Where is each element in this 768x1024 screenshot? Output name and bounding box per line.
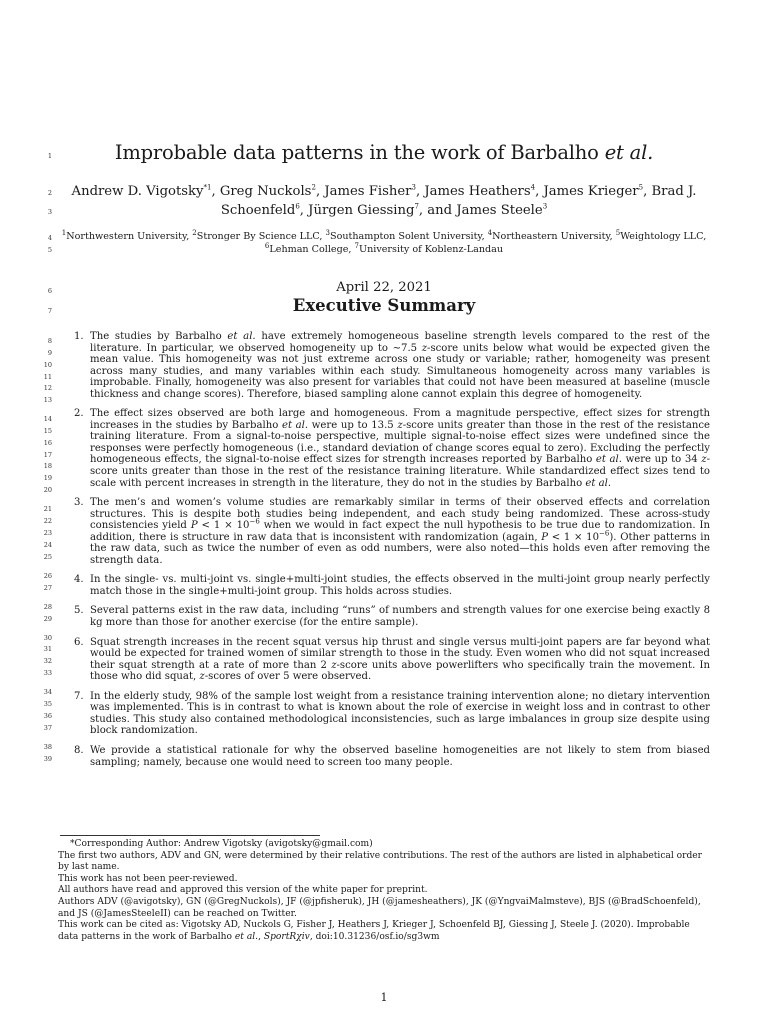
footnote-corresponding-author: *Corresponding Author: Andrew Vigotsky (avigotsky@gmail.com) (70, 839, 373, 849)
line-number: 10 (43, 361, 52, 369)
summary-item (74, 497, 711, 566)
line-number: 12 (43, 384, 52, 392)
summary-item-text: -scores of over 5 were observed. (204, 671, 372, 683)
summary-item (74, 574, 710, 597)
author-affiliation-mark: 2 (311, 183, 316, 192)
line-number: 22 (43, 517, 52, 525)
summary-item-text: when we would in fact expect the null hypothesis to be true due to randomization. In addition, there is structure in raw data that is inconsistent with randomization (again, (90, 520, 710, 543)
author-affiliation-mark: 4 (530, 183, 536, 192)
summary-item-text: -score units above powerlifters who specifically train the movement. In those who did squat, (90, 659, 710, 683)
summary-item-number: 2. (74, 408, 84, 420)
footnote-line: All authors have read and approved this version of the white paper for preprint. (58, 885, 428, 896)
affiliation-name: Stronger By Science LLC (196, 231, 320, 242)
affiliation-name: Northwestern University (66, 231, 187, 242)
author-conjunction: and (427, 203, 453, 218)
summary-item-text: z (199, 671, 205, 683)
summary-item-text: were up to 34 (622, 454, 702, 466)
summary-list (74, 331, 711, 776)
summary-item-text: were up to 13.5 (308, 419, 398, 431)
summary-item-number: 8. (74, 744, 84, 756)
summary-item-text: et al. (595, 454, 622, 466)
summary-item-number: 7. (74, 690, 84, 702)
summary-item-text: z (421, 342, 428, 354)
author-name: James Krieger (543, 184, 639, 199)
line-number: 33 (43, 669, 52, 677)
affiliation-mark: 2 (192, 228, 197, 237)
line-number: 13 (43, 396, 52, 404)
paper-title-etal: et al. (604, 141, 654, 164)
footnotes (58, 839, 712, 943)
line-number: 2 (47, 189, 52, 197)
line-number: 26 (43, 572, 52, 580)
affiliation-mark: 3 (325, 228, 330, 237)
line-number: 5 (47, 246, 52, 254)
author-name: Brad J. Schoenfeld (220, 184, 697, 218)
line-number: 25 (43, 553, 52, 561)
summary-item-text: −6 (599, 529, 610, 538)
summary-item-text: < 1 × 10 (197, 520, 250, 532)
summary-item-text: The studies by Barbalho (90, 331, 228, 342)
summary-item-text: et al. (227, 331, 256, 342)
affiliation-mark: 4 (487, 228, 493, 237)
author-affiliation-mark: 7 (414, 202, 419, 211)
summary-item-text: -score units greater than those in the rest of the resistance training literature. While standardized effect sizes tend to scale with percent increases in strength in the literature, they do not in the studies by Barbalho (90, 454, 710, 489)
line-number: 23 (43, 529, 52, 537)
author-affiliation-mark: 6 (295, 202, 300, 211)
paper-title (0, 141, 768, 164)
author-name: Greg Nuckols (219, 184, 312, 199)
author-affiliation-mark: 3 (542, 202, 548, 211)
citation-doi: , doi:10.31236/osf.io/sg3wm (309, 931, 440, 942)
summary-item (74, 408, 710, 489)
affiliation-name: Northeastern University (492, 231, 610, 242)
footnote-line: The first two authors, ADV and GN, were determined by their relative contributions. The rest of the authors are listed in alphabetical order by last name. (58, 850, 703, 873)
affiliation-name: University of Koblenz-Landau (359, 244, 504, 255)
affiliation-mark: 5 (615, 228, 621, 237)
paper-title-text: Improbable data patterns in the work of Barbalho (114, 141, 605, 164)
line-number: 39 (43, 755, 52, 763)
line-number: 35 (43, 700, 52, 708)
summary-item-text: P (190, 520, 198, 532)
affiliation-name: Weightology LLC (620, 231, 704, 242)
author-name: James Heathers (424, 184, 531, 199)
line-number: 37 (43, 724, 52, 732)
summary-item-text: z (701, 454, 707, 466)
summary-item-text: Squat strength increases in the recent squat versus hip thrust and single versus multi-joint papers are far beyond what would be expected for trained women of similar strength to those in the study. Even women who did not squat increased their squat strength at a rate of more than 2 (90, 636, 710, 671)
summary-item-text: -score units below what would be expected given the mean value. This homogeneity was not just extreme across one study or variable; rather, homogeneity was present across many studies, and many variables within each study. Simultaneous homogeneity across many variables is improbable. Finally, homogeneity was also present for variables that could not have been measured at baseline (muscle thickness and change scores). Therefore, biased sampling alone cannot explain this degree of homogeneity. (90, 342, 710, 400)
line-number: 7 (47, 307, 52, 315)
line-number: 18 (43, 462, 52, 470)
summary-item-text: -score units greater than those in the rest of the resistance training literature. From a signal-to-noise perspective, multiple signal-to-noise effect sizes were undefined since the responses were perfectly homogeneous (i.e., standard deviation of change scores equal to zero). Excluding the perfectly homogeneous effects, the signal-to-noise effect sizes for strength increases reported by Barbalho (90, 419, 710, 466)
line-number: 6 (47, 287, 52, 295)
affiliation-name: Lehman College (269, 244, 349, 255)
line-number: 19 (43, 474, 52, 482)
line-number: 34 (43, 688, 52, 696)
summary-item-text: et al. (585, 477, 612, 489)
line-number: 14 (43, 415, 52, 423)
summary-item (74, 605, 710, 629)
affiliation-mark: 7 (354, 241, 359, 250)
summary-item-text: The effect sizes observed are both large and homogeneous. From a magnitude perspective, effect sizes for strength increases in the studies by Barbalho (90, 408, 710, 431)
author-name: James Fisher (324, 184, 412, 199)
summary-item-text: −6 (249, 517, 260, 526)
line-number: 30 (43, 634, 52, 642)
affiliation-mark: 6 (264, 241, 270, 250)
summary-item-text: In the elderly study, 98% of the sample lost weight from a resistance training intervention alone; no dietary intervention was implemented. This is in contrast to what is known about the role of exercise in weight loss and in contrast to other studies. This study also contained methodological inconsistencies, such as large imbalances in group size despite using block randomization. (90, 690, 710, 737)
summary-item-number: 5. (74, 605, 84, 617)
line-number: 11 (43, 373, 52, 381)
line-number: 16 (43, 439, 52, 447)
line-number: 3 (47, 208, 52, 216)
summary-item-text: < 1 × 10 (548, 531, 600, 543)
author-affiliation-mark: 3 (411, 183, 416, 192)
affiliation-name: Southampton Solent University (330, 231, 482, 242)
summary-item (74, 690, 710, 737)
line-number: 21 (43, 505, 52, 513)
line-number: 31 (43, 645, 52, 653)
line-number: 15 (43, 427, 52, 435)
section-heading: Executive Summary (292, 296, 476, 315)
citation-journal: SportRχiv (263, 931, 310, 942)
affiliation-list: $^1$Northwestern University, $^2$Stronger By Science LLC, $^3$Southampton Solent University, $^4$Northeastern University, $^5$Weightology LLC, $^6$Lehman College, $^7$University of Koblenz-Landau (61, 228, 707, 255)
line-number: 9 (47, 349, 52, 357)
line-number: 1 (47, 152, 52, 160)
citation-text: This work can be cited as: Vigotsky AD, Nuckols G, Fisher J, Heathers J, Krieger J, Schoenfeld BJ, Giessing J, Steele J. (2020). Improbable data patterns in the work of Barbalho (58, 920, 690, 942)
summary-item-text: Several patterns exist in the raw data, including “runs” of numbers and strength values for one exercise being exactly 8 kg more than those for another exercise (for the entire sample). (90, 605, 710, 629)
summary-item-text: ). Other patterns in the raw data, such as twice the number of even as odd numbers, were also noted—this holds even after removing the strength data. (90, 531, 711, 566)
author-name: James Steele (456, 203, 543, 218)
line-number: 27 (43, 584, 52, 592)
summary-item-number: 1. (74, 331, 84, 342)
line-number: 38 (43, 743, 52, 751)
line-number: 36 (43, 712, 52, 720)
author-affiliation-mark: *1 (203, 183, 212, 192)
author-name: Jürgen Giessing (308, 203, 415, 218)
summary-item-text: z (397, 419, 403, 431)
summary-item-number: 4. (74, 574, 84, 586)
author-affiliation-mark: 5 (638, 183, 644, 192)
line-number: 29 (43, 615, 52, 623)
summary-item (74, 744, 710, 768)
line-number: 20 (43, 486, 52, 494)
summary-item-text: In the single- vs. multi-joint vs. single+multi-joint studies, the effects observed in the multi-joint group nearly perfectly match those in the single+multi-joint group. This holds across studies. (90, 574, 710, 597)
line-number: 32 (43, 657, 52, 665)
summary-item (74, 636, 710, 683)
citation-text: , (258, 931, 264, 942)
line-number: 17 (43, 451, 52, 459)
author-name: Andrew D. Vigotsky (71, 184, 204, 199)
summary-item-number: 6. (74, 636, 84, 648)
footnote-citation (58, 920, 712, 943)
footnote-line: This work has not been peer-reviewed. (58, 873, 238, 884)
footnote-rule (60, 835, 320, 836)
line-number: 4 (47, 234, 52, 242)
publication-date: April 22, 2021 (336, 280, 432, 295)
summary-item-text: We provide a statistical rationale for why the observed baseline homogeneities are not likely to stem from biased sampling; namely, because one would need to screen too many people. (90, 744, 710, 768)
summary-item (74, 331, 710, 400)
summary-item-number: 3. (74, 497, 84, 509)
summary-item-text: P (541, 531, 549, 543)
page-number: 1 (380, 991, 388, 1004)
summary-item-text: have extremely homogeneous baseline strength levels compared to the rest of the literature. In particular, we observed homogeneity up to ∼7.5 (90, 331, 710, 354)
summary-item-text: et al. (281, 419, 309, 431)
summary-item-text: The men’s and women’s volume studies are remarkably similar in terms of their observed effects and correlation structures. This is despite both studies being independent, and each study being randomized. These across-study consistencies yield (90, 497, 710, 532)
summary-item-text: z (331, 659, 337, 671)
citation-text: et al. (234, 931, 259, 942)
line-number: 24 (43, 541, 52, 549)
affiliation-mark: 1 (61, 228, 67, 237)
footnote-line: Authors ADV (@avigotsky), GN (@GregNuckols), JF (@jpfisheruk), JH (@jamesheathers), JK (@YngvaiMalmsteve), BJS (@BradSchoenfeld), and JS (@JamesSteeleII) can be reached on Twitter. (58, 896, 701, 919)
line-number: 8 (47, 337, 52, 345)
line-number: 28 (43, 603, 52, 611)
author-list: Andrew D. Vigotsky$^{*1}$, Greg Nuckols$^2$, James Fisher$^3$, James Heathers$^4$, James Krieger$^5$, Brad J. Schoenfeld$^6$, Jürgen Giessing$^7$, and James Steele$^3$ (71, 183, 697, 218)
